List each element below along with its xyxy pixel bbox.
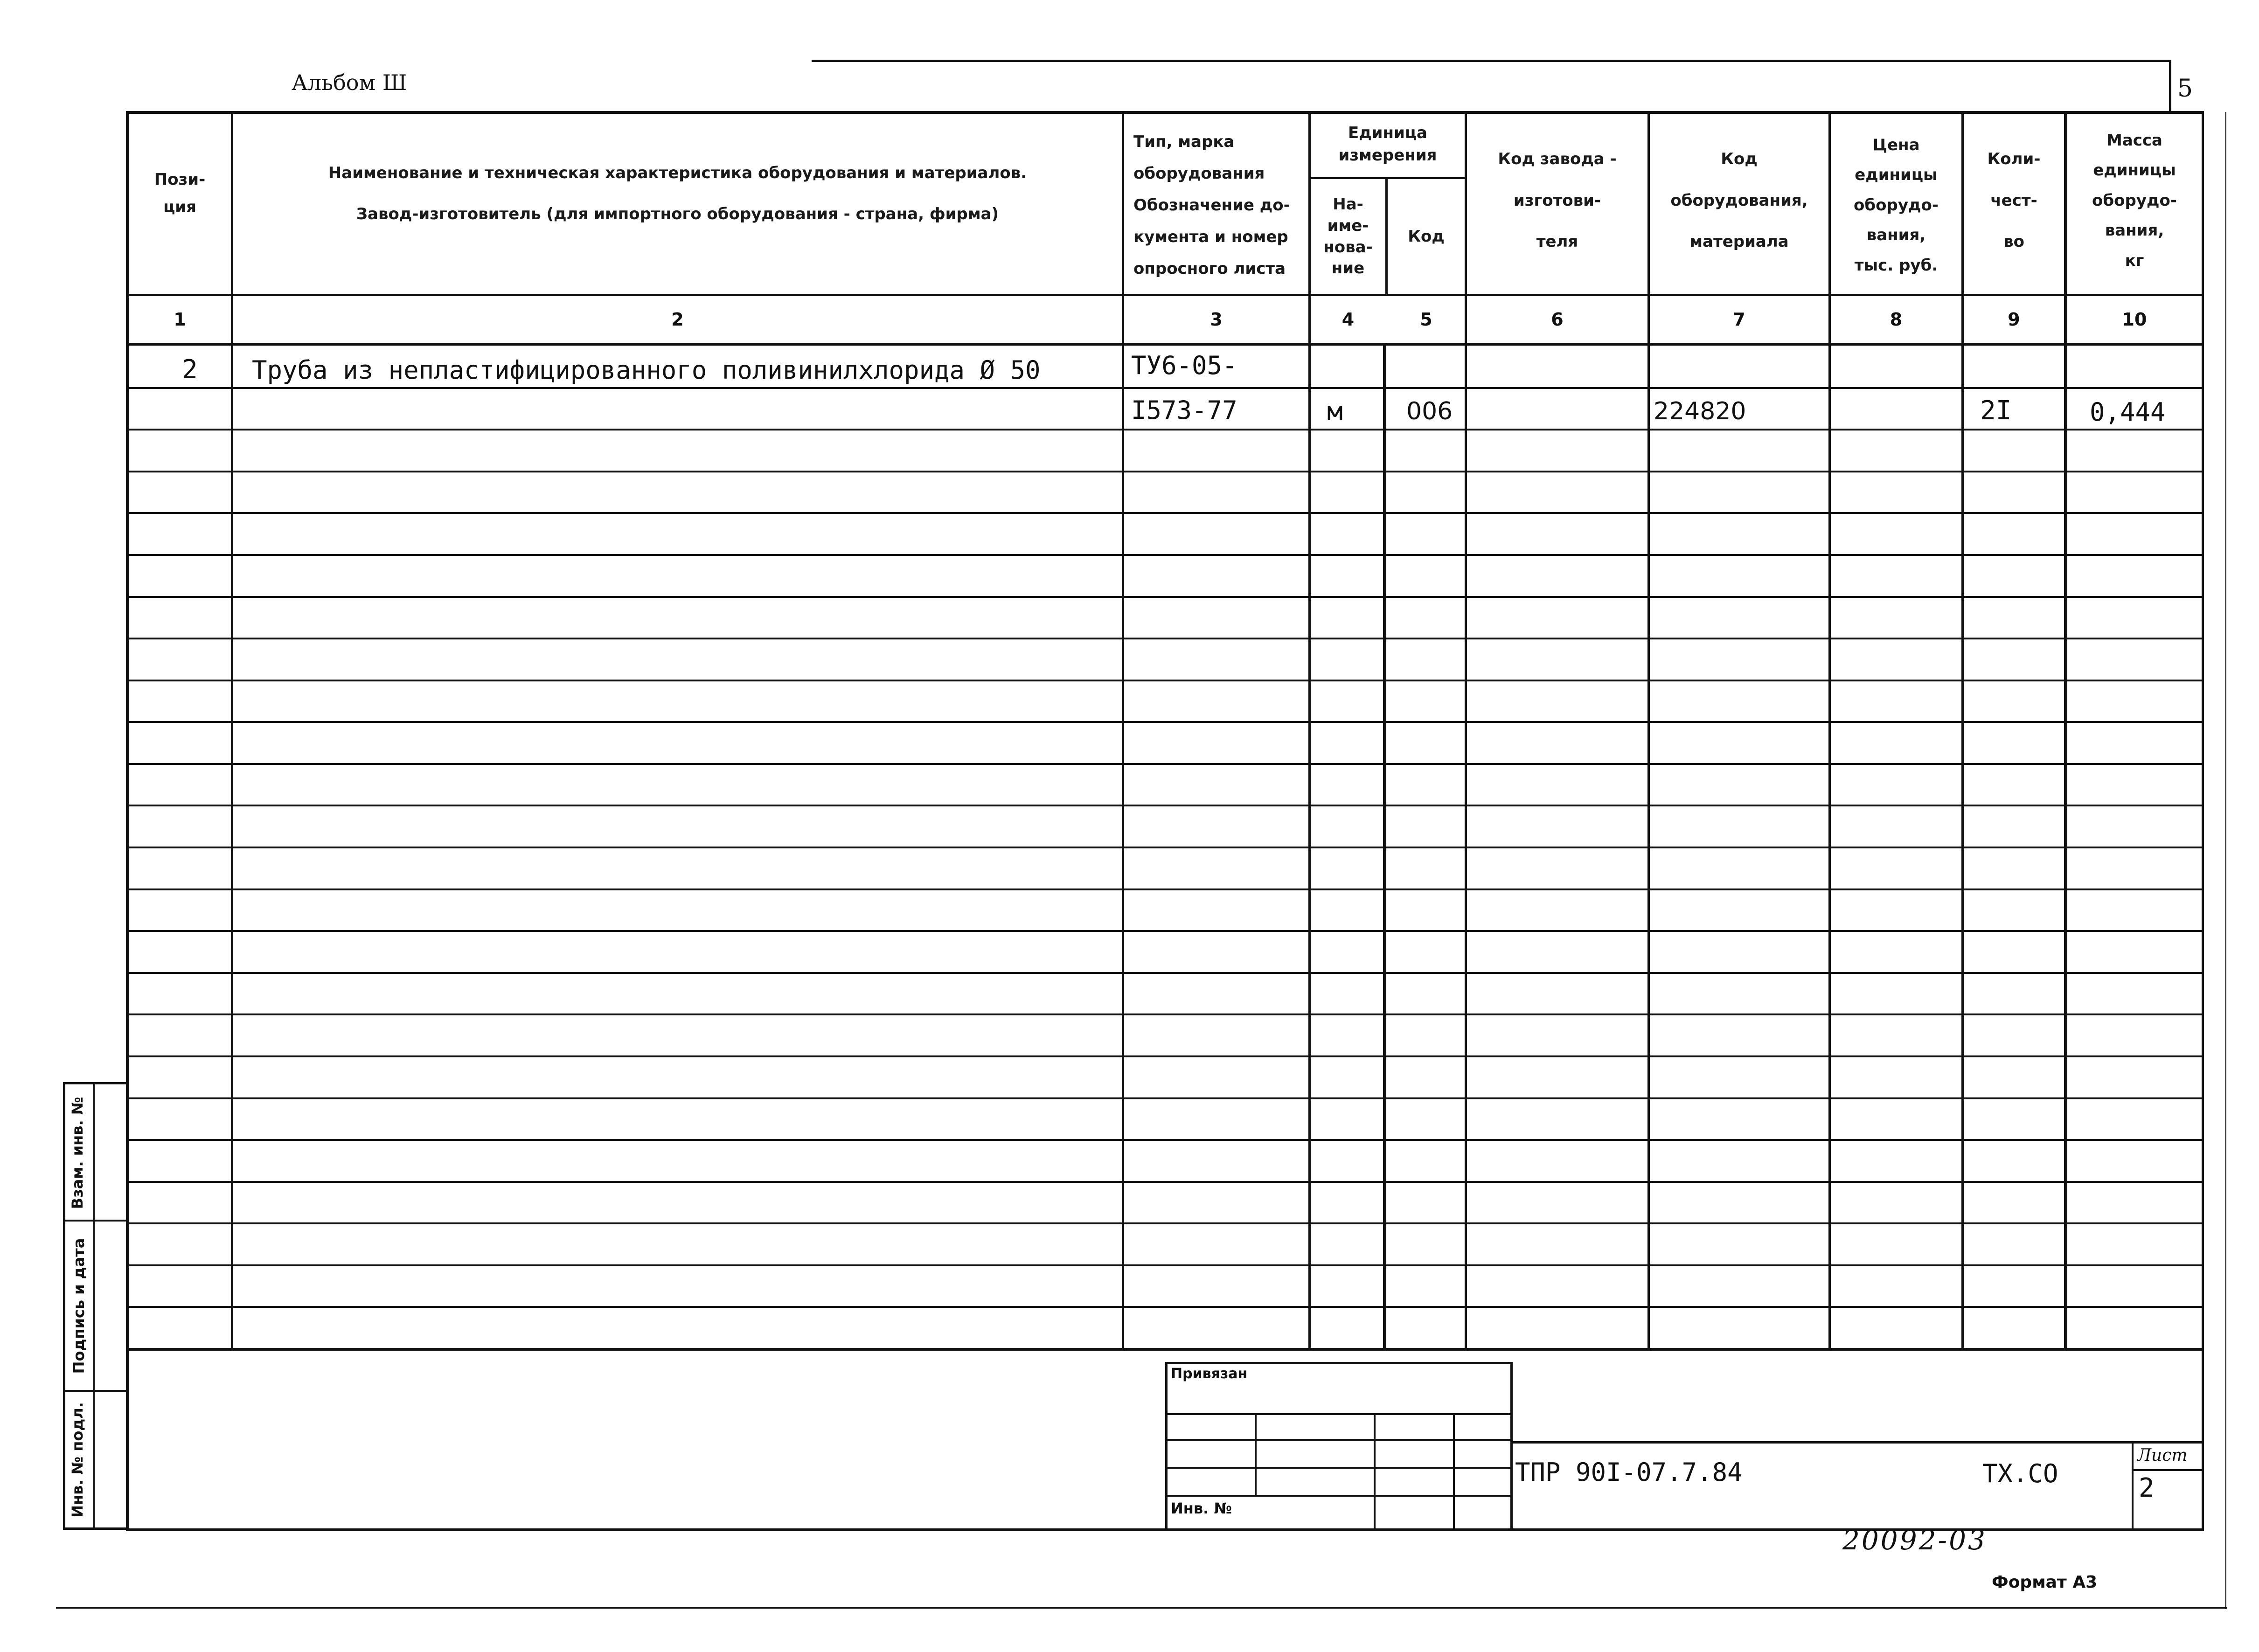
row2-unit-name: м (1327, 396, 1343, 427)
stamp-sheet-number: 2 (2139, 1473, 2155, 1503)
row-separator (127, 1097, 2204, 1099)
col-number-6: 6 (1551, 309, 1564, 330)
row-separator (127, 972, 2204, 974)
row2-unit-code: 006 (1406, 397, 1453, 425)
stamp-mark: ТХ.СО (1982, 1459, 2058, 1488)
row2-doc: I573-77 (1131, 396, 1237, 425)
row-separator (127, 1306, 2204, 1308)
row-separator (127, 1139, 2204, 1141)
row-separator (127, 1264, 2204, 1266)
stamp-document-code: ТПР 90I-07.7.84 (1515, 1458, 1743, 1487)
row-separator (127, 471, 2204, 472)
header-type: Тип, марка оборудования Обозначение до- кумента и номер опросного листа (1133, 132, 1290, 278)
row-separator (127, 680, 2204, 681)
row-separator (127, 930, 2204, 932)
row-separator (127, 387, 2204, 389)
row-separator (127, 763, 2204, 765)
row-separator (127, 554, 2204, 556)
header-factory-code: Код завода - изготови- теля (1498, 150, 1617, 251)
row-separator (127, 596, 2204, 598)
header-quantity: Коли- чест- во (1987, 150, 2041, 251)
row-separator (127, 1013, 2204, 1015)
album-title: Альбом Ш (292, 70, 407, 95)
col-number-3: 3 (1210, 309, 1223, 330)
side-label-podpis-data: Подпись и дата (70, 1238, 88, 1374)
format-label: Формат А3 (1992, 1573, 2098, 1592)
page-number: 5 (2177, 75, 2193, 103)
stamp-sheet-label: Лист (2137, 1446, 2188, 1465)
col-number-7: 7 (1733, 309, 1745, 330)
row-separator (127, 512, 2204, 514)
row-separator (127, 888, 2204, 890)
side-label-inv-podl: Инв. № подл. (69, 1402, 86, 1518)
col-number-2: 2 (671, 309, 684, 330)
header-unit: Единица измерения (1338, 124, 1437, 165)
header-mass: Масса единицы оборудо- вания, кг (2092, 131, 2177, 270)
row-separator (127, 1181, 2204, 1183)
col-number-9: 9 (2008, 309, 2020, 330)
header-position: Пози- ция (154, 170, 206, 216)
col-number-4: 4 (1341, 309, 1355, 330)
header-unit-code: Код (1408, 227, 1445, 246)
handwritten-number: 20092-03 (1842, 1524, 1987, 1556)
header-unit-name: На- имe- нова- ние (1323, 194, 1373, 278)
col-number-5: 5 (1420, 309, 1432, 330)
header-price: Цена единицы оборудо- вания, тыс. руб. (1854, 135, 1939, 275)
row1-doc: ТУ6-05- (1131, 351, 1237, 380)
row-separator (127, 721, 2204, 723)
row1-name: Труба из непластифицированного поливинилхлорида Ø 50 (252, 355, 1041, 385)
header-name: Наименование и техническая характеристика оборудования и материалов. Завод-изготовитель (для импортного оборудования - страна, фирма) (328, 163, 1027, 223)
row-separator (127, 1222, 2204, 1224)
row-separator (127, 429, 2204, 430)
row2-mass: 0,444 (2090, 397, 2166, 427)
row-separator (127, 805, 2204, 806)
stamp-inv-no: Инв. № (1171, 1499, 1232, 1517)
row1-position: 2 (182, 354, 198, 385)
col-number-10: 10 (2122, 309, 2147, 330)
col-number-1: 1 (174, 309, 186, 330)
stamp-privyazan: Привязан (1171, 1366, 1248, 1382)
row-separator (127, 1055, 2204, 1057)
side-label-vzam-inv: Взам. инв. № (69, 1097, 86, 1209)
row-separator (127, 638, 2204, 639)
col-number-8: 8 (1890, 309, 1903, 330)
header-equip-code: Код оборудования, материала (1670, 150, 1808, 251)
row2-equip-code: 224820 (1654, 397, 1746, 425)
row2-quantity: 2I (1980, 396, 2012, 426)
row-separator (127, 847, 2204, 848)
